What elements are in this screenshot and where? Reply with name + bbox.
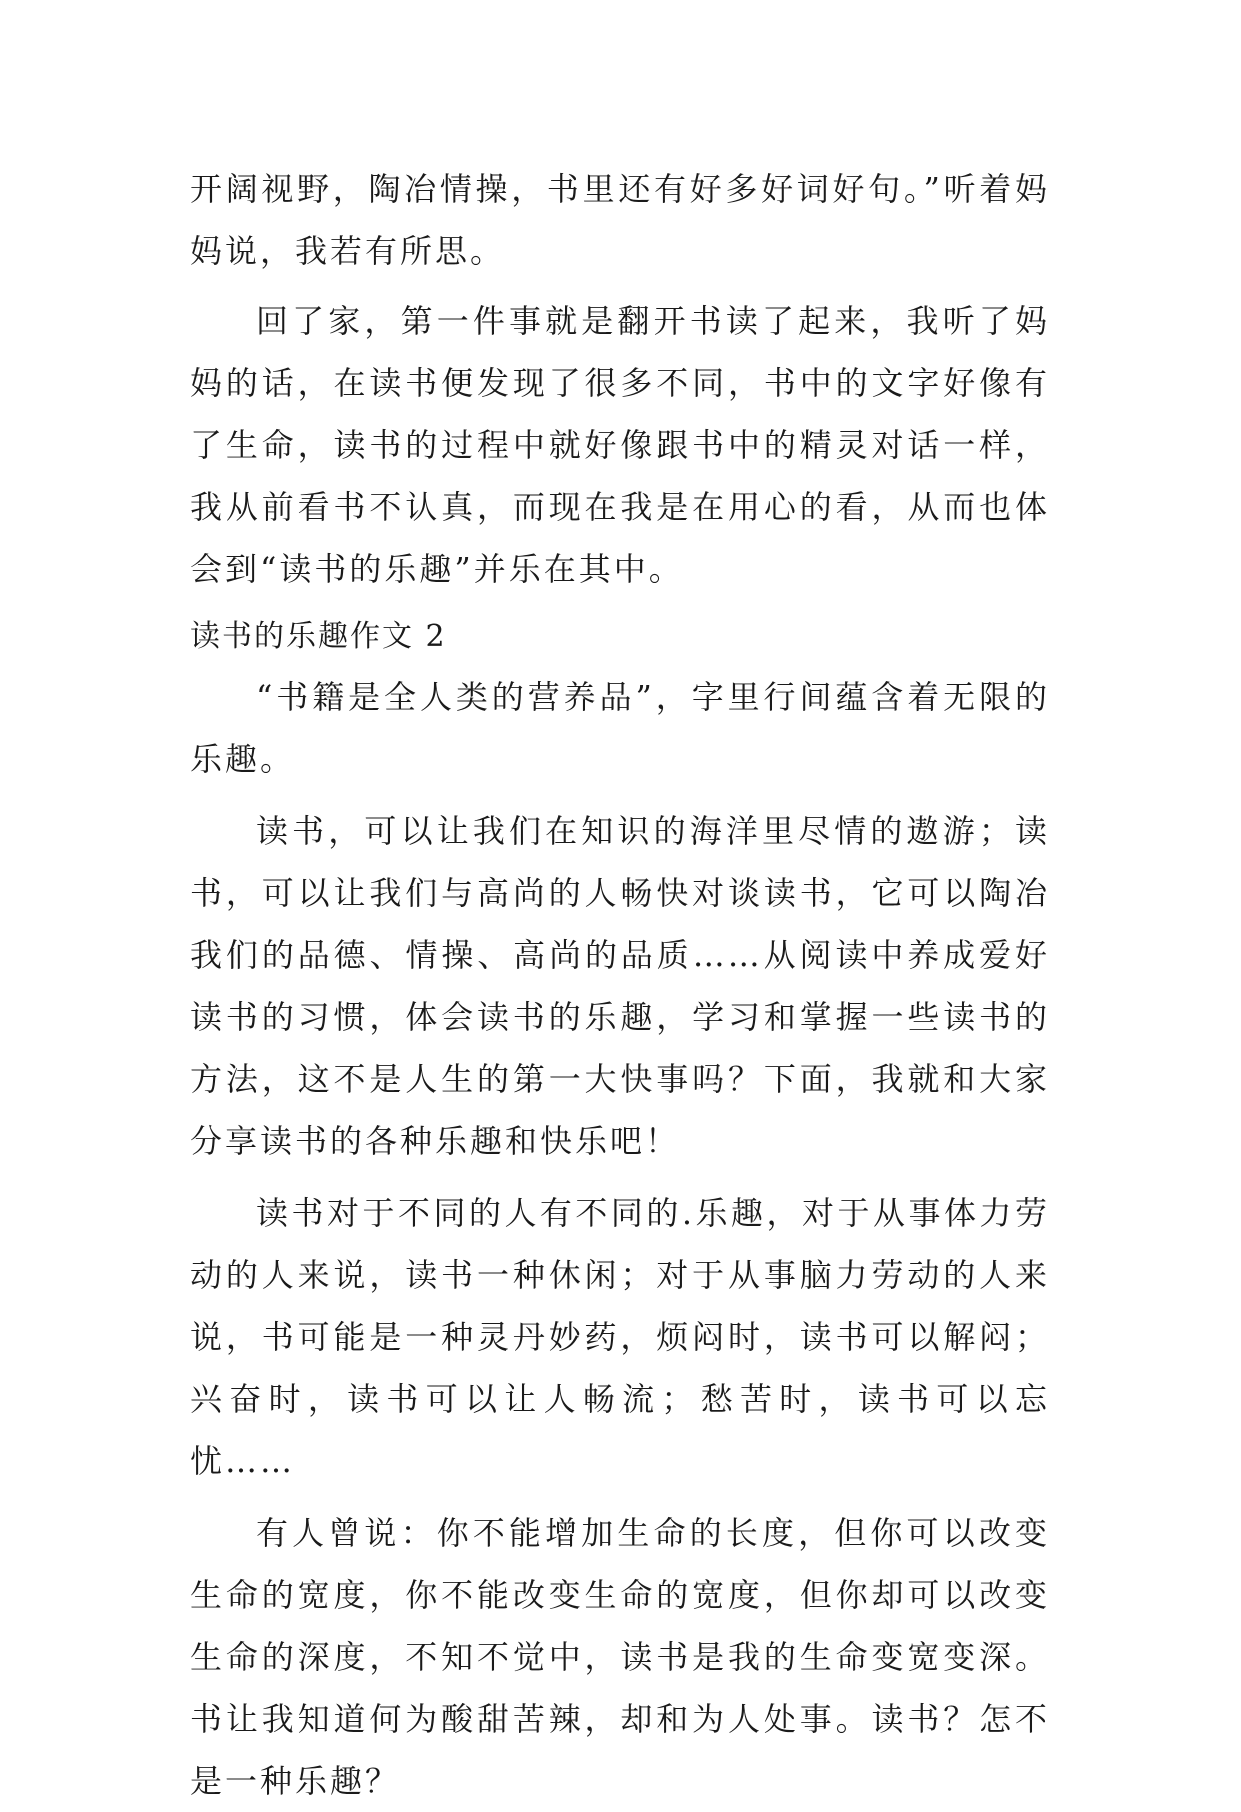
paragraph: 有人曾说：你不能增加生命的长度，但你可以改变生命的宽度，你不能改变生命的宽度，但你却可以改变生命的深度，不知不觉中，读书是我的生命变宽变深。书让我知道何为酸甜苦辣，却和为人处事。读书？怎不是一种乐趣？	[190, 1514, 1050, 1800]
paragraph-continuation: 开阔视野，陶冶情操，书里还有好多好词好句。”听着妈妈说，我若有所思。	[190, 170, 1050, 270]
document-body	[190, 158, 1050, 1812]
paragraph: 读书，可以让我们在知识的海洋里尽情的遨游；读书，可以让我们与高尚的人畅快对谈读书，它可以陶冶我们的品德、情操、高尚的品质……从阅读中养成爱好读书的习惯，体会读书的乐趣，学习和掌握一些读书的方法，这不是人生的第一大快事吗？下面，我就和大家分享读书的各种乐趣和快乐吧！	[190, 812, 1050, 1160]
paragraph: 回了家，第一件事就是翻开书读了起来，我听了妈妈的话，在读书便发现了很多不同，书中的文字好像有了生命，读书的过程中就好像跟书中的精灵对话一样，我从前看书不认真，而现在我是在用心的看，从而也体会到“读书的乐趣”并乐在其中。	[190, 302, 1050, 588]
section-title: 读书的乐趣作文 2	[190, 619, 447, 654]
paragraph: “书籍是全人类的营养品”，字里行间蕴含着无限的乐趣。	[190, 678, 1050, 778]
paragraph: 读书对于不同的人有不同的.乐趣，对于从事体力劳动的人来说，读书一种休闲；对于从事脑力劳动的人来说，书可能是一种灵丹妙药，烦闷时，读书可以解闷；兴奋时，读书可以让人畅流；愁苦时，读书可以忘忧……	[190, 1194, 1050, 1480]
